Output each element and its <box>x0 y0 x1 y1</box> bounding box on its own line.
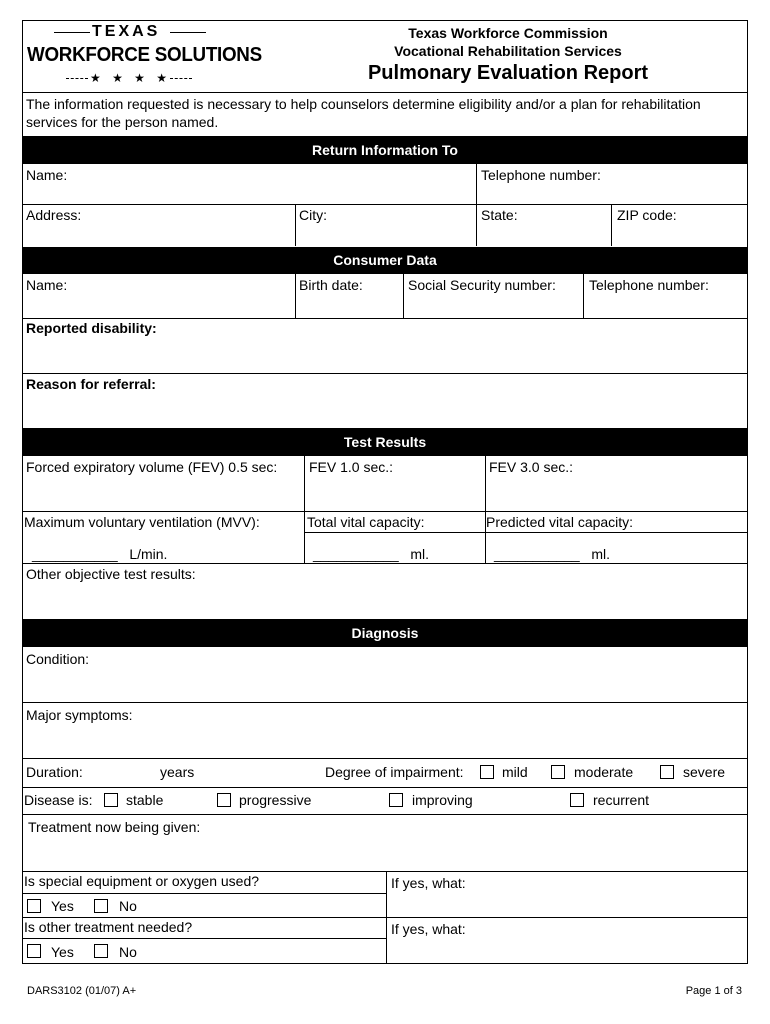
treatment-label: Treatment now being given: <box>28 819 201 835</box>
total-vital-capacity-label: Total vital capacity: <box>307 514 425 530</box>
return-city-label: City: <box>299 207 327 223</box>
return-zip-label: ZIP code: <box>617 207 677 223</box>
consumer-ssn-label: Social Security number: <box>408 277 556 293</box>
equipment-yes-checkbox[interactable] <box>27 899 41 913</box>
fev-10-label: FEV 1.0 sec.: <box>309 459 394 475</box>
degree-of-impairment-label: Degree of impairment: <box>325 764 464 780</box>
duration-years-label: years <box>160 764 195 780</box>
progressive-label: progressive <box>239 792 312 808</box>
progressive-checkbox[interactable] <box>217 793 231 807</box>
equipment-no-checkbox[interactable] <box>94 899 108 913</box>
improving-checkbox[interactable] <box>389 793 403 807</box>
duration-label: Duration: <box>26 764 83 780</box>
stable-checkbox[interactable] <box>104 793 118 807</box>
other-treatment-no-label: No <box>119 944 137 960</box>
consumer-birth-date-label: Birth date: <box>299 277 363 293</box>
intro-text: The information requested is necessary to help counselors determine eligibility and/or a plan for rehabilitation services for the person named. <box>26 96 701 130</box>
stable-label: stable <box>126 792 164 808</box>
other-treatment-yes-checkbox[interactable] <box>27 944 41 958</box>
fev-05-label: Forced expiratory volume (FEV) 0.5 sec: <box>26 459 278 475</box>
special-equipment-question: Is special equipment or oxygen used? <box>24 873 260 889</box>
severe-checkbox[interactable] <box>660 765 674 779</box>
other-treatment-no-checkbox[interactable] <box>94 944 108 958</box>
other-treatment-if-yes-label: If yes, what: <box>391 921 466 937</box>
recurrent-label: recurrent <box>593 792 650 808</box>
moderate-checkbox[interactable] <box>551 765 565 779</box>
mild-checkbox[interactable] <box>480 765 494 779</box>
reason-for-referral-label: Reason for referral: <box>26 376 156 392</box>
moderate-label: moderate <box>574 764 634 780</box>
consumer-name-label: Name: <box>26 277 68 293</box>
division-name: Vocational Rehabilitation Services <box>394 43 622 59</box>
improving-label: improving <box>412 792 473 808</box>
return-address-label: Address: <box>26 207 82 223</box>
mild-label: mild <box>502 764 528 780</box>
condition-label: Condition: <box>26 651 90 667</box>
form-frame <box>22 20 748 964</box>
severe-label: severe <box>683 764 726 780</box>
other-treatment-question: Is other treatment needed? <box>24 919 193 935</box>
return-name-label: Name: <box>26 167 68 183</box>
page-title: Pulmonary Evaluation Report <box>367 62 649 84</box>
equipment-if-yes-label: If yes, what: <box>391 875 466 891</box>
predicted-vital-capacity-label: Predicted vital capacity: <box>486 514 634 530</box>
return-info-heading: Return Information To <box>23 136 747 164</box>
mvv-unit-blank: ___________ L/min. <box>32 546 168 562</box>
agency-name: Texas Workforce Commission <box>408 25 608 41</box>
other-test-results-label: Other objective test results: <box>26 566 196 582</box>
recurrent-checkbox[interactable] <box>570 793 584 807</box>
logo-stars: ★ ★ ★ ★ <box>90 71 172 85</box>
test-results-heading: Test Results <box>23 428 747 456</box>
disease-is-label: Disease is: <box>24 792 93 808</box>
consumer-data-heading: Consumer Data <box>23 247 747 274</box>
other-treatment-yes-label: Yes <box>51 944 74 960</box>
logo-workforce-text: WORKFORCE SOLUTIONS <box>27 44 262 66</box>
form-number: DARS3102 (01/07) A+ <box>27 985 137 997</box>
equipment-yes-label: Yes <box>51 898 74 914</box>
page-number: Page 1 of 3 <box>685 985 742 997</box>
equipment-no-label: No <box>119 898 137 914</box>
pvc-unit-blank: ___________ ml. <box>494 546 610 562</box>
major-symptoms-label: Major symptoms: <box>26 707 133 723</box>
fev-30-label: FEV 3.0 sec.: <box>489 459 574 475</box>
mvv-label: Maximum voluntary ventilation (MVV): <box>24 514 260 530</box>
reported-disability-label: Reported disability: <box>26 320 157 336</box>
return-telephone-label: Telephone number: <box>481 167 601 183</box>
tvc-unit-blank: ___________ ml. <box>313 546 429 562</box>
return-state-label: State: <box>481 207 518 223</box>
consumer-telephone-label: Telephone number: <box>589 277 709 293</box>
diagnosis-heading: Diagnosis <box>23 619 747 647</box>
logo-texas-text: TEXAS <box>92 23 161 40</box>
